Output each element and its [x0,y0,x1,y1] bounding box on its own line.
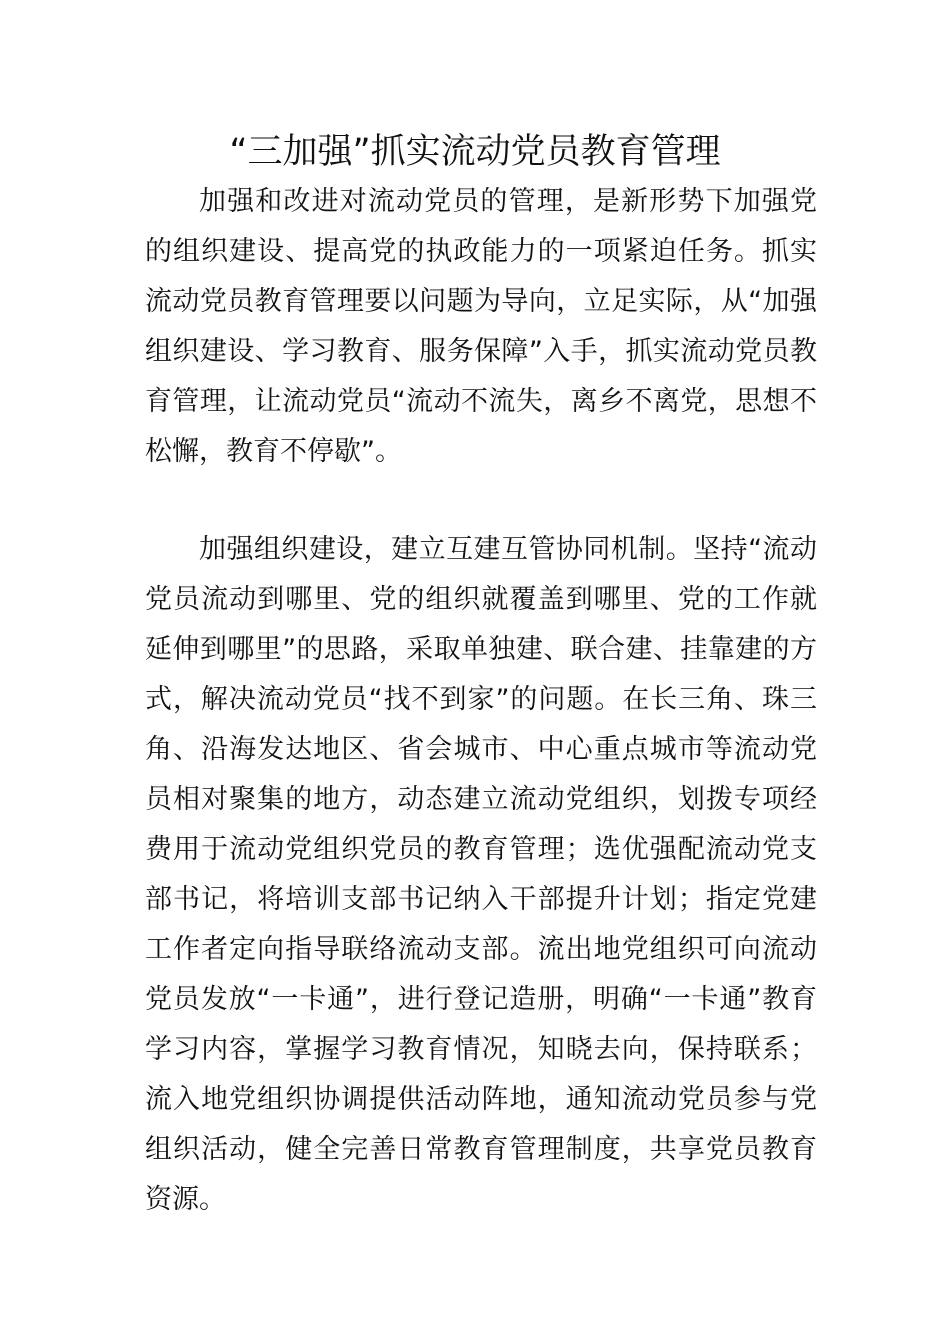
document-title: “三加强”抓实流动党员教育管理 [229,132,721,172]
paragraph-intro: 加强和改进对流动党员的管理，是新形势下加强党的组织建设、提高党的执政能力的一项紧迫任务。抓实流动党员教育管理要以问题为导向，立足实际，从“加强组织建设、学习教育、服务保障”入手，抓实流动党员教育管理，让流动党员“流动不流失，离乡不离党，思想不松懈，教育不停歇”。 [145,186,817,467]
paragraph-organization: 加强组织建设，建立互建互管协同机制。坚持“流动党员流动到哪里、党的组织就覆盖到哪里、党的工作就延伸到哪里”的思路，采取单独建、联合建、挂靠建的方式，解决流动党员“找不到家”的问题。在长三角、珠三角、沿海发达地区、省会城市、中心重点城市等流动党员相对聚集的地方，动态建立流动党组织，划拨专项经费用于流动党组织党员的教育管理；选优强配流动党支部书记，将培训支部书记纳入干部提升计划；指定党建工作者定向指导联络流动支部。流出地党组织可向流动党员发放“一卡通”，进行登记造册，明确“一卡通”教育学习内容，掌握学习教育情况，知晓去向，保持联系；流入地党组织协调提供活动阵地，通知流动党员参与党组织活动，健全完善日常教育管理制度，共享党员教育资源。 [145,534,817,1215]
